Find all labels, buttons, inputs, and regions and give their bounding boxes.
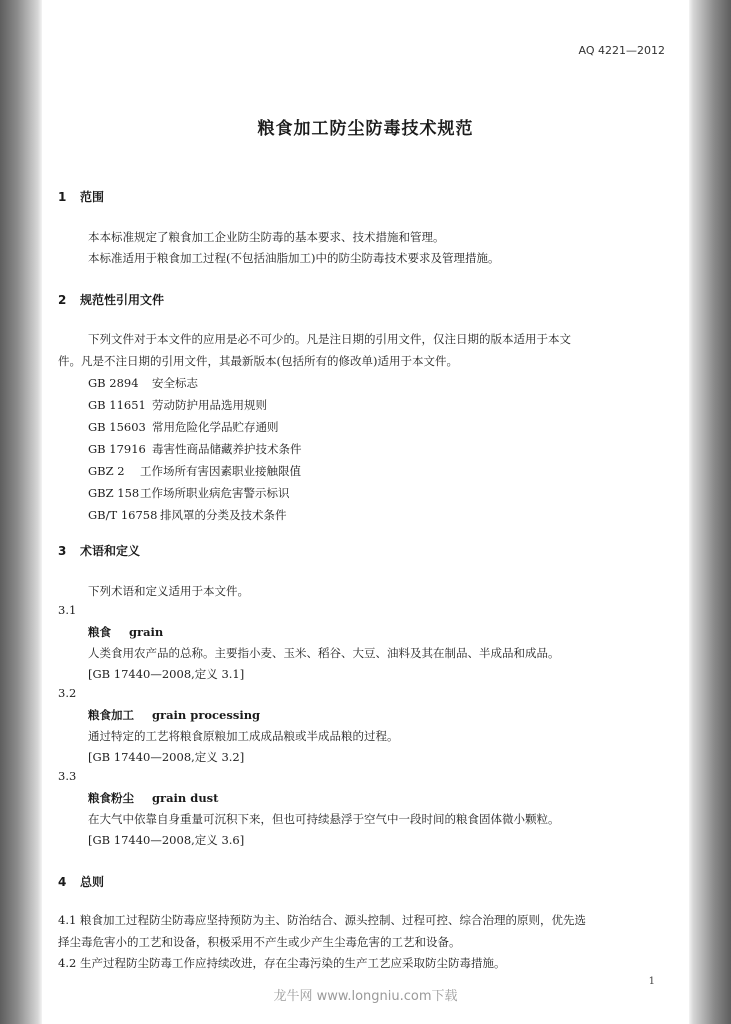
reference-item bbox=[88, 507, 287, 523]
term-en: grain dust bbox=[152, 791, 219, 805]
section-title: 术语和定义 bbox=[80, 544, 141, 558]
paragraph: 本标准适用于粮食加工过程(不包括油脂加工)中的防尘防毒技术要求及管理措施。 bbox=[88, 251, 500, 265]
term-source: [GB 17440—2008,定义 3.1] bbox=[88, 667, 245, 681]
document-title: 粮食加工防尘防毒技术规范 bbox=[257, 119, 474, 139]
section-1-heading bbox=[58, 188, 104, 205]
paragraph: 下列文件对于本文件的应用是必不可少的。凡是注日期的引用文件，仅注日期的版本适用于本文 bbox=[88, 332, 571, 346]
reference-code: GB 15603 bbox=[88, 420, 146, 434]
term-source: [GB 17440—2008,定义 3.2] bbox=[88, 750, 245, 764]
term-number: 3.1 bbox=[58, 603, 77, 617]
term-cn: 粮食粉尘 bbox=[88, 791, 134, 805]
reference-code: GBZ 2 bbox=[88, 464, 125, 478]
clause-4-1: 4.1 粮食加工过程防尘防毒应坚持预防为主、防治结合、源头控制、过程可控、综合治理的原则，优先选 bbox=[58, 913, 586, 927]
term-heading bbox=[88, 790, 218, 806]
reference-code: GB 17916 bbox=[88, 442, 146, 456]
reference-code: GB 11651 bbox=[88, 398, 146, 412]
section-title: 规范性引用文件 bbox=[80, 293, 165, 307]
reference-name: 毒害性商品储藏养护技术条件 bbox=[152, 442, 302, 456]
document-page bbox=[42, 0, 689, 1024]
reference-code: GB/T 16758 bbox=[88, 508, 158, 522]
page-number: 1 bbox=[648, 976, 655, 987]
section-3-heading bbox=[58, 542, 140, 559]
section-number: 2 bbox=[58, 293, 67, 307]
term-number: 3.2 bbox=[58, 686, 77, 700]
paragraph: 本本标准规定了粮食加工企业防尘防毒的基本要求、技术措施和管理。 bbox=[88, 230, 445, 244]
viewer-left-border bbox=[0, 0, 42, 1024]
reference-item bbox=[88, 485, 290, 501]
term-heading bbox=[88, 624, 163, 640]
reference-code: GB 2894 bbox=[88, 376, 139, 390]
reference-item bbox=[88, 397, 267, 413]
paragraph: 件。凡是不注日期的引用文件，其最新版本(包括所有的修改单)适用于本文件。 bbox=[58, 354, 458, 368]
section-number: 4 bbox=[58, 875, 67, 889]
clause-4-2: 4.2 生产过程防尘防毒工作应持续改进，存在尘毒污染的生产工艺应采取防尘防毒措施。 bbox=[58, 956, 506, 970]
watermark-footer: 龙牛网 www.longniu.com下载 bbox=[273, 989, 458, 1004]
term-definition: 通过特定的工艺将粮食原粮加工成成品粮或半成品粮的过程。 bbox=[88, 729, 399, 743]
section-4-heading bbox=[58, 873, 104, 890]
standard-code: AQ 4221—2012 bbox=[578, 44, 665, 57]
section-title: 总则 bbox=[80, 875, 105, 889]
reference-name: 工作场所职业病危害警示标识 bbox=[140, 486, 290, 500]
reference-name: 安全标志 bbox=[152, 376, 198, 390]
reference-name: 排风罩的分类及技术条件 bbox=[160, 508, 287, 522]
term-source: [GB 17440—2008,定义 3.6] bbox=[88, 833, 245, 847]
reference-name: 工作场所有害因素职业接触限值 bbox=[140, 464, 301, 478]
clause-4-1-continued: 择尘毒危害小的工艺和设备，积极采用不产生或少产生尘毒危害的工艺和设备。 bbox=[58, 935, 461, 949]
reference-item bbox=[88, 375, 198, 391]
term-definition: 人类食用农产品的总称。主要指小麦、玉米、稻谷、大豆、油料及其在制品、半成品和成品。 bbox=[88, 646, 560, 660]
reference-item bbox=[88, 419, 279, 435]
term-heading bbox=[88, 707, 260, 723]
reference-name: 劳动防护用品选用规则 bbox=[152, 398, 267, 412]
term-definition: 在大气中依靠自身重量可沉积下来，但也可持续悬浮于空气中一段时间的粮食固体微小颗粒。 bbox=[88, 812, 560, 826]
section-2-heading bbox=[58, 291, 164, 308]
term-en: grain bbox=[129, 625, 164, 639]
section-number: 3 bbox=[58, 544, 67, 558]
reference-item bbox=[88, 441, 302, 457]
reference-item bbox=[88, 463, 301, 479]
reference-code: GBZ 158 bbox=[88, 486, 140, 500]
viewer-right-border bbox=[689, 0, 731, 1024]
term-en: grain processing bbox=[152, 708, 261, 722]
reference-name: 常用危险化学品贮存通则 bbox=[152, 420, 279, 434]
term-cn: 粮食加工 bbox=[88, 708, 134, 722]
term-cn: 粮食 bbox=[88, 625, 111, 639]
section-title: 范围 bbox=[80, 190, 105, 204]
term-number: 3.3 bbox=[58, 769, 77, 783]
section-number: 1 bbox=[58, 190, 67, 204]
paragraph: 下列术语和定义适用于本文件。 bbox=[88, 584, 249, 598]
